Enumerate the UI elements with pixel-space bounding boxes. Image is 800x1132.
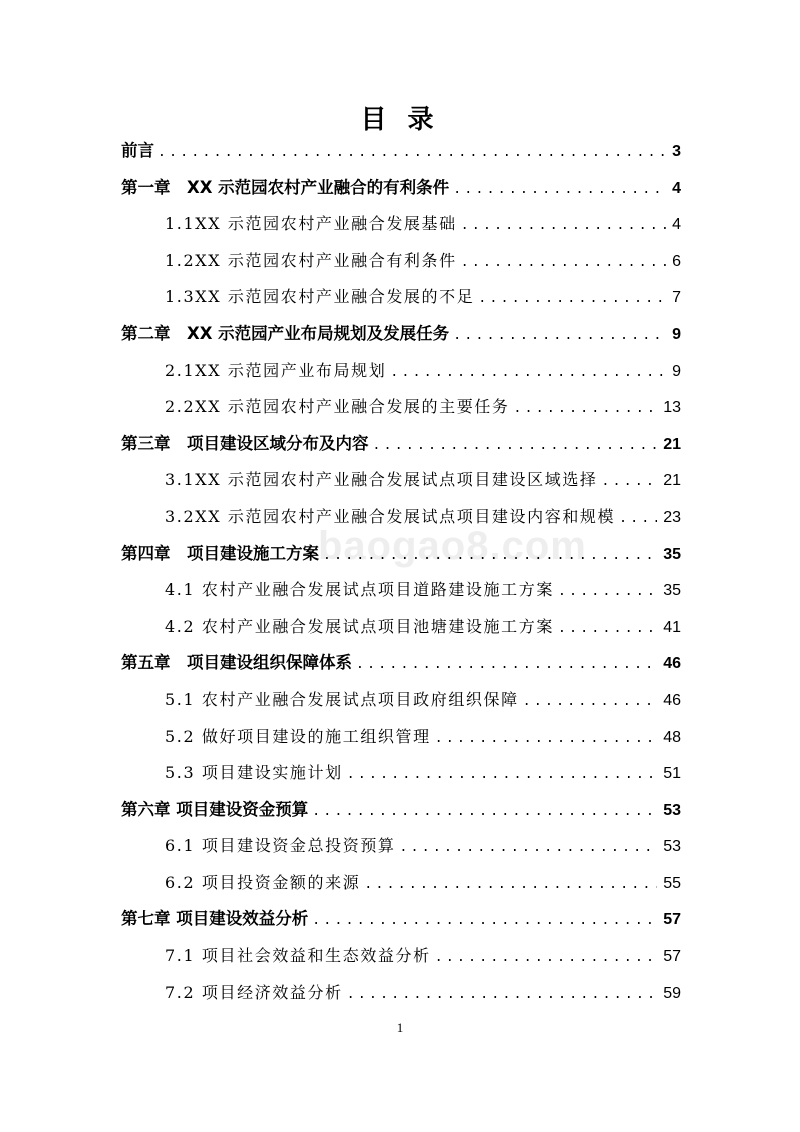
toc-entry-page: 53 <box>663 838 681 856</box>
dot-leader <box>435 721 657 758</box>
dot-leader <box>461 245 666 282</box>
toc-chapter-entry[interactable] <box>121 901 681 938</box>
toc-section-entry[interactable] <box>121 279 681 316</box>
toc-entry-page: 51 <box>663 765 681 783</box>
toc-entry-page: 46 <box>663 691 681 709</box>
toc-entry-page: 41 <box>663 618 681 636</box>
toc-entry-title: 第三章 项目建设区域分布及内容 <box>121 433 369 453</box>
toc-title: 目 录 <box>360 105 440 135</box>
toc-section-entry[interactable] <box>121 828 681 865</box>
toc-chapter-entry[interactable] <box>121 170 681 207</box>
toc-section-entry[interactable] <box>121 975 681 1012</box>
toc-entry-page: 6 <box>672 252 681 270</box>
toc-chapter-entry[interactable] <box>121 426 681 463</box>
toc-entry-page: 9 <box>672 325 681 343</box>
dot-leader <box>435 940 657 977</box>
toc-entry-page: 21 <box>663 435 681 453</box>
toc-section-entry[interactable] <box>121 719 681 756</box>
table-of-contents <box>121 133 681 1011</box>
toc-chapter-entry[interactable] <box>121 316 681 353</box>
toc-entry-page: 4 <box>672 179 681 197</box>
toc-entry-page: 23 <box>663 508 681 526</box>
toc-entry-title: 5.3 项目建设实施计划 <box>165 763 343 783</box>
dot-leader <box>347 977 657 1014</box>
toc-section-entry[interactable] <box>121 389 681 426</box>
toc-section-entry[interactable] <box>121 353 681 390</box>
dot-leader <box>558 574 657 611</box>
toc-entry-title: 第四章 项目建设施工方案 <box>121 543 319 563</box>
toc-entry-title: 第六章 项目建设资金预算 <box>121 799 309 819</box>
page-number: 1 <box>396 1020 404 1035</box>
dot-leader <box>364 867 657 904</box>
dot-leader <box>400 830 658 867</box>
dot-leader <box>523 684 657 721</box>
toc-entry-title: 5.1 农村产业融合发展试点项目政府组织保障 <box>165 689 519 709</box>
toc-entry-title: 7.2 项目经济效益分析 <box>165 982 343 1002</box>
toc-entry-title: 前言 <box>121 141 154 160</box>
toc-chapter-entry[interactable] <box>121 536 681 573</box>
toc-entry-title: 第一章 XX 示范园农村产业融合的有利条件 <box>121 177 450 197</box>
dot-leader <box>602 464 658 501</box>
dot-leader <box>461 208 666 245</box>
toc-entry-title: 6.1 项目建设资金总投资预算 <box>165 836 396 856</box>
dot-leader <box>347 757 657 794</box>
dot-leader <box>390 355 666 392</box>
toc-section-entry[interactable] <box>121 609 681 646</box>
dot-leader <box>514 391 658 428</box>
toc-entry-page: 48 <box>663 728 681 746</box>
toc-entry-page: 57 <box>663 911 681 929</box>
toc-entry-title: 4.2 农村产业融合发展试点项目池塘建设施工方案 <box>165 616 554 636</box>
toc-entry-page: 3 <box>672 143 681 160</box>
toc-entry-title: 2.2XX 示范园农村产业融合发展的主要任务 <box>165 397 510 417</box>
toc-entry-page: 21 <box>663 472 681 490</box>
toc-section-entry[interactable] <box>121 682 681 719</box>
toc-section-entry[interactable] <box>121 938 681 975</box>
toc-entry-page: 4 <box>672 216 681 234</box>
dot-leader <box>323 538 657 575</box>
toc-section-entry[interactable] <box>121 572 681 609</box>
dot-leader <box>478 281 666 318</box>
toc-entry-page: 59 <box>663 984 681 1002</box>
dot-leader <box>558 611 657 648</box>
toc-entry-title: 第七章 项目建设效益分析 <box>121 909 309 929</box>
toc-entry-title: 3.2XX 示范园农村产业融合发展试点项目建设内容和规模 <box>165 506 616 526</box>
dot-leader <box>356 647 657 684</box>
dot-leader <box>312 794 657 831</box>
toc-entry-page: 35 <box>663 545 681 563</box>
toc-entry-page: 55 <box>663 874 681 892</box>
toc-entry-page: 9 <box>672 362 681 380</box>
toc-entry-page: 13 <box>663 399 681 417</box>
toc-entry-title: 1.2XX 示范园农村产业融合有利条件 <box>165 250 457 270</box>
toc-entry-title: 3.1XX 示范园农村产业融合发展试点项目建设区域选择 <box>165 470 598 490</box>
dot-leader <box>619 501 657 538</box>
dot-leader <box>158 135 666 172</box>
toc-entry-title: 第二章 XX 示范园产业布局规划及发展任务 <box>121 323 450 343</box>
toc-section-entry[interactable] <box>121 755 681 792</box>
toc-entry-title: 1.3XX 示范园农村产业融合发展的不足 <box>165 287 475 307</box>
toc-entry-title: 7.1 项目社会效益和生态效益分析 <box>165 946 431 966</box>
toc-entry-page: 7 <box>672 289 681 307</box>
toc-entry-title: 第五章 项目建设组织保障体系 <box>121 653 352 673</box>
dot-leader <box>453 318 666 355</box>
toc-chapter-entry[interactable] <box>121 645 681 682</box>
toc-section-entry[interactable] <box>121 206 681 243</box>
watermark: baogao8.com <box>318 524 587 568</box>
toc-entry-page: 35 <box>663 582 681 600</box>
dot-leader <box>373 428 658 465</box>
toc-entry-title: 4.1 农村产业融合发展试点项目道路建设施工方案 <box>165 580 554 600</box>
toc-section-entry[interactable] <box>121 865 681 902</box>
toc-chapter-entry[interactable] <box>121 792 681 829</box>
toc-entry-page: 46 <box>663 655 681 673</box>
dot-leader <box>453 172 666 209</box>
toc-chapter-entry[interactable] <box>121 133 681 170</box>
toc-entry-title: 1.1XX 示范园农村产业融合发展基础 <box>165 214 457 234</box>
toc-entry-title: 6.2 项目投资金额的来源 <box>165 872 361 892</box>
toc-entry-title: 5.2 做好项目建设的施工组织管理 <box>165 726 431 746</box>
toc-entry-page: 53 <box>663 801 681 819</box>
toc-entry-page: 57 <box>663 948 681 966</box>
toc-section-entry[interactable] <box>121 462 681 499</box>
dot-leader <box>312 903 657 940</box>
toc-section-entry[interactable] <box>121 499 681 536</box>
toc-section-entry[interactable] <box>121 243 681 280</box>
toc-entry-title: 2.1XX 示范园产业布局规划 <box>165 360 387 380</box>
